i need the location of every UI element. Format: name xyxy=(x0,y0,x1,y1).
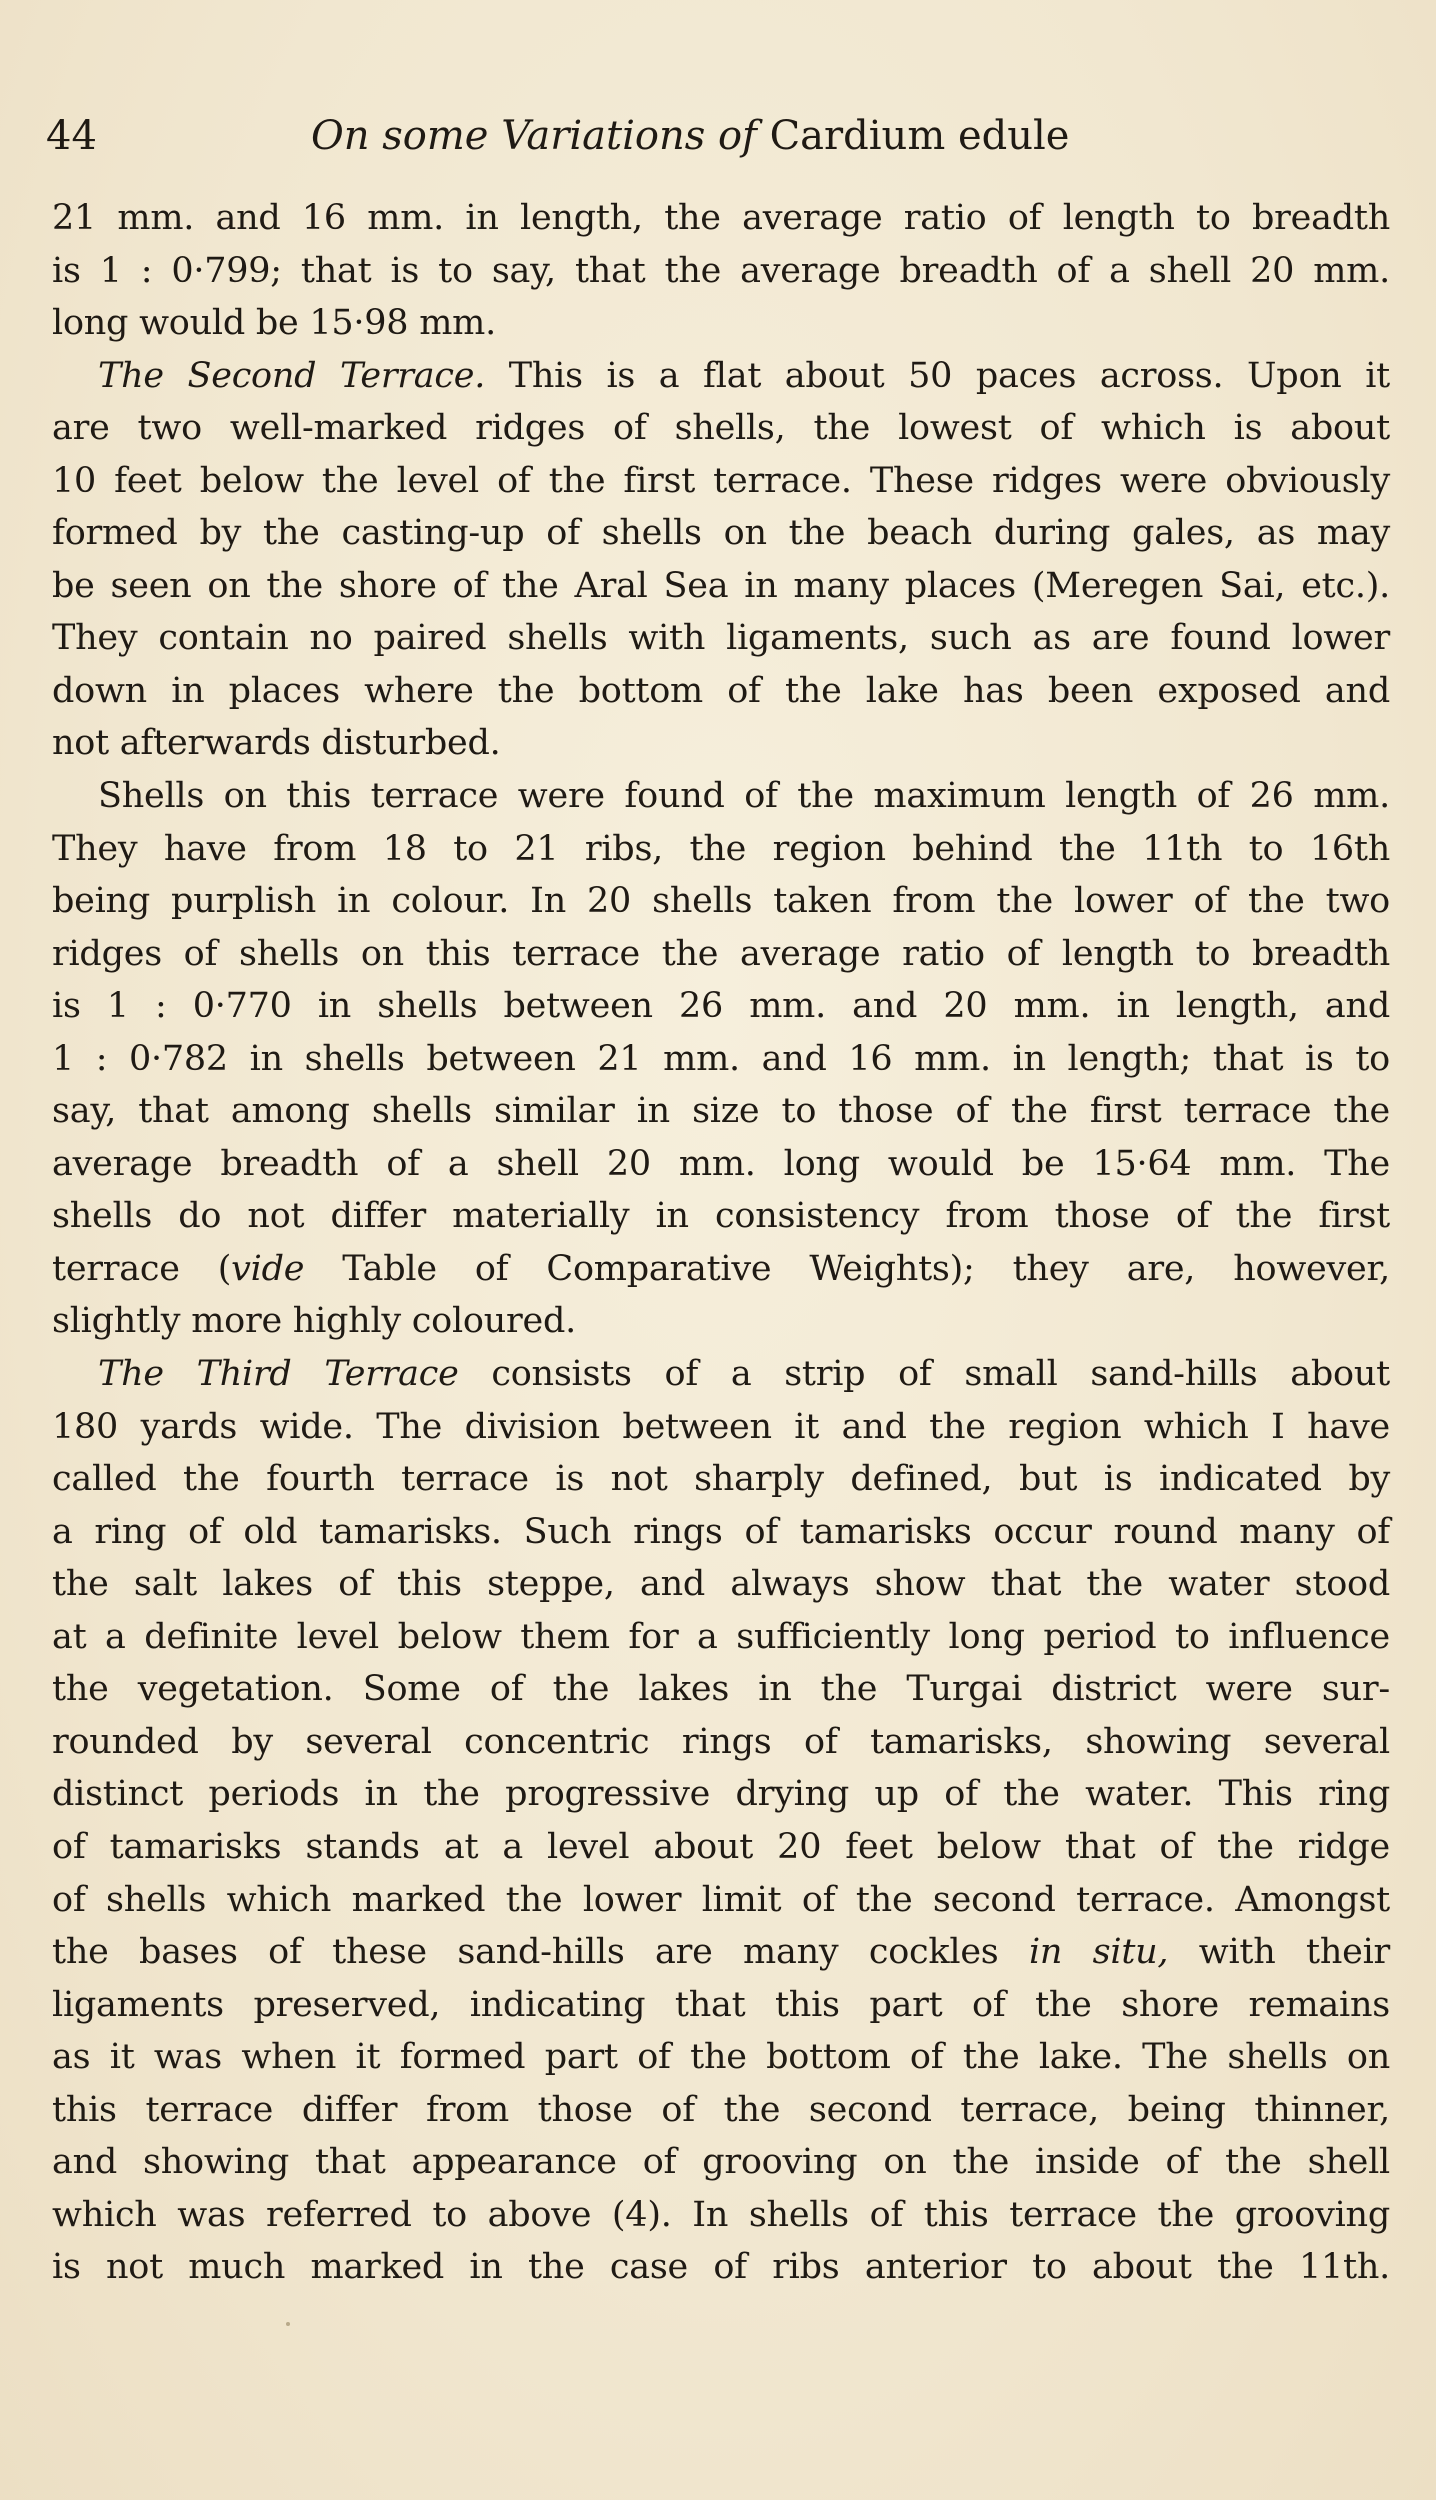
text-line xyxy=(52,1716,1390,1769)
text-line xyxy=(52,560,1390,613)
text-line xyxy=(52,1453,1390,1506)
line-text: this terrace differ from those of the second terrace, being thinner, xyxy=(52,2089,1390,2130)
text-line xyxy=(52,1926,1390,1979)
line-text: slightly more highly coloured. xyxy=(52,1301,577,1342)
line-text: Shells on this terrace were found of the maximum length of 26 mm. xyxy=(98,776,1390,817)
text-line xyxy=(52,297,1390,350)
text-line xyxy=(52,1033,1390,1086)
line-text-after: with their xyxy=(1168,1932,1391,1973)
line-text: be seen on the shore of the Aral Sea in many places (Meregen Sai, etc.). xyxy=(52,565,1390,606)
text-line xyxy=(52,770,1390,823)
line-text: 1 : 0·782 in shells between 21 mm. and 16 mm. in length; that is to xyxy=(52,1038,1390,1079)
line-text: shells do not differ materially in consistency from those of the first xyxy=(52,1196,1390,1237)
text-line xyxy=(52,2241,1390,2294)
text-line xyxy=(52,1558,1390,1611)
line-text: consists of a strip of small sand-hills about xyxy=(458,1354,1390,1395)
text-line xyxy=(52,350,1390,403)
text-line xyxy=(52,1085,1390,1138)
line-text: down in places where the bottom of the lake has been exposed and xyxy=(52,670,1390,711)
text-line xyxy=(52,980,1390,1033)
line-text: rounded by several concentric rings of tamarisks, showing several xyxy=(52,1721,1390,1762)
paper-speck xyxy=(286,2322,290,2326)
line-text: terrace ( xyxy=(52,1248,232,1289)
text-line xyxy=(52,2189,1390,2242)
line-text: and showing that appearance of grooving on the inside of the shell xyxy=(52,2142,1390,2183)
text-line xyxy=(52,612,1390,665)
line-text: average breadth of a shell 20 mm. long would be 15·64 mm. The xyxy=(52,1143,1390,1184)
line-text: ligaments preserved, indicating that this part of the shore remains xyxy=(52,1984,1390,2025)
line-text: being purplish in colour. In 20 shells taken from the lower of the two xyxy=(52,881,1390,922)
text-line xyxy=(52,1979,1390,2032)
line-text: 21 mm. and 16 mm. in length, the average ratio of length to breadth xyxy=(52,198,1390,238)
line-text: a ring of old tamarisks. Such rings of tamarisks occur round many of xyxy=(52,1511,1390,1552)
running-head xyxy=(46,108,1390,164)
line-text: not afterwards disturbed. xyxy=(52,723,501,764)
line-text: which was referred to above (4). In shells of this terrace the grooving xyxy=(52,2194,1390,2235)
text-line xyxy=(52,928,1390,981)
running-title-italic: On some Variations of xyxy=(311,113,757,159)
text-line xyxy=(52,1138,1390,1191)
text-line xyxy=(52,1874,1390,1927)
line-text: long would be 15·98 mm. xyxy=(52,303,496,344)
text-line xyxy=(52,1768,1390,1821)
line-text: This is a flat about 50 paces across. Upon it xyxy=(485,355,1390,396)
text-line xyxy=(52,665,1390,718)
text-line xyxy=(52,1611,1390,1664)
text-line xyxy=(52,1663,1390,1716)
line-text: They contain no paired shells with ligaments, such as are found lower xyxy=(52,618,1390,659)
line-text-after: Table of Comparative Weights); they are, however, xyxy=(304,1248,1391,1289)
italic-lead: The Second Terrace. xyxy=(98,355,486,396)
line-text: is 1 : 0·799; that is to say, that the average breadth of a shell 20 mm. xyxy=(52,250,1390,291)
line-text: 10 feet below the level of the first terrace. These ridges were obviously xyxy=(52,460,1390,501)
line-text: the bases of these sand-hills are many cockles xyxy=(52,1932,1029,1973)
line-text: 180 yards wide. The division between it and the region which I have xyxy=(52,1406,1390,1447)
page-number: 44 xyxy=(46,113,97,159)
italic-lead: The Third Terrace xyxy=(98,1354,459,1395)
text-line xyxy=(52,2031,1390,2084)
line-text: They have from 18 to 21 ribs, the region behind the 11th to 16th xyxy=(52,828,1390,869)
line-text: called the fourth terrace is not sharply defined, but is indicated by xyxy=(52,1459,1390,1500)
line-text: are two well-marked ridges of shells, the lowest of which is about xyxy=(52,408,1390,449)
italic-inline: vide xyxy=(231,1248,305,1289)
body-text xyxy=(52,192,1390,2294)
text-line xyxy=(52,1190,1390,1243)
italic-inline: in situ, xyxy=(1028,1932,1169,1973)
line-text: ridges of shells on this terrace the average ratio of length to breadth xyxy=(52,933,1390,974)
text-line xyxy=(52,1243,1390,1296)
line-text: the salt lakes of this steppe, and always show that the water stood xyxy=(52,1564,1390,1605)
text-line xyxy=(52,875,1390,928)
text-line xyxy=(52,2084,1390,2137)
text-line xyxy=(52,402,1390,455)
text-line xyxy=(52,1295,1390,1348)
running-title-roman: Cardium edule xyxy=(769,113,1070,159)
text-line xyxy=(52,455,1390,508)
text-line xyxy=(52,1821,1390,1874)
line-text: is 1 : 0·770 in shells between 26 mm. and 20 mm. in length, and xyxy=(52,986,1390,1027)
line-text: is not much marked in the case of ribs anterior to about the 11th. xyxy=(52,2247,1390,2288)
text-line xyxy=(52,1506,1390,1559)
line-text: as it was when it formed part of the bottom of the lake. The shells on xyxy=(52,2037,1390,2078)
line-text: formed by the casting-up of shells on the beach during gales, as may xyxy=(52,513,1390,554)
line-text: at a definite level below them for a sufficiently long period to influence xyxy=(52,1616,1390,1657)
line-text: the vegetation. Some of the lakes in the Turgai district were sur- xyxy=(52,1669,1390,1710)
text-line xyxy=(52,192,1390,245)
text-line xyxy=(52,1348,1390,1401)
line-text: say, that among shells similar in size to those of the first terrace the xyxy=(52,1091,1390,1132)
text-line xyxy=(52,2136,1390,2189)
text-line xyxy=(52,1401,1390,1454)
line-text: distinct periods in the progressive drying up of the water. This ring xyxy=(52,1774,1390,1815)
text-line xyxy=(52,245,1390,298)
text-line xyxy=(52,717,1390,770)
running-title xyxy=(311,108,1069,164)
line-text: of tamarisks stands at a level about 20 feet below that of the ridge xyxy=(52,1826,1390,1867)
text-line xyxy=(52,507,1390,560)
line-text: of shells which marked the lower limit of the second terrace. Amongst xyxy=(52,1879,1390,1920)
text-line xyxy=(52,823,1390,876)
